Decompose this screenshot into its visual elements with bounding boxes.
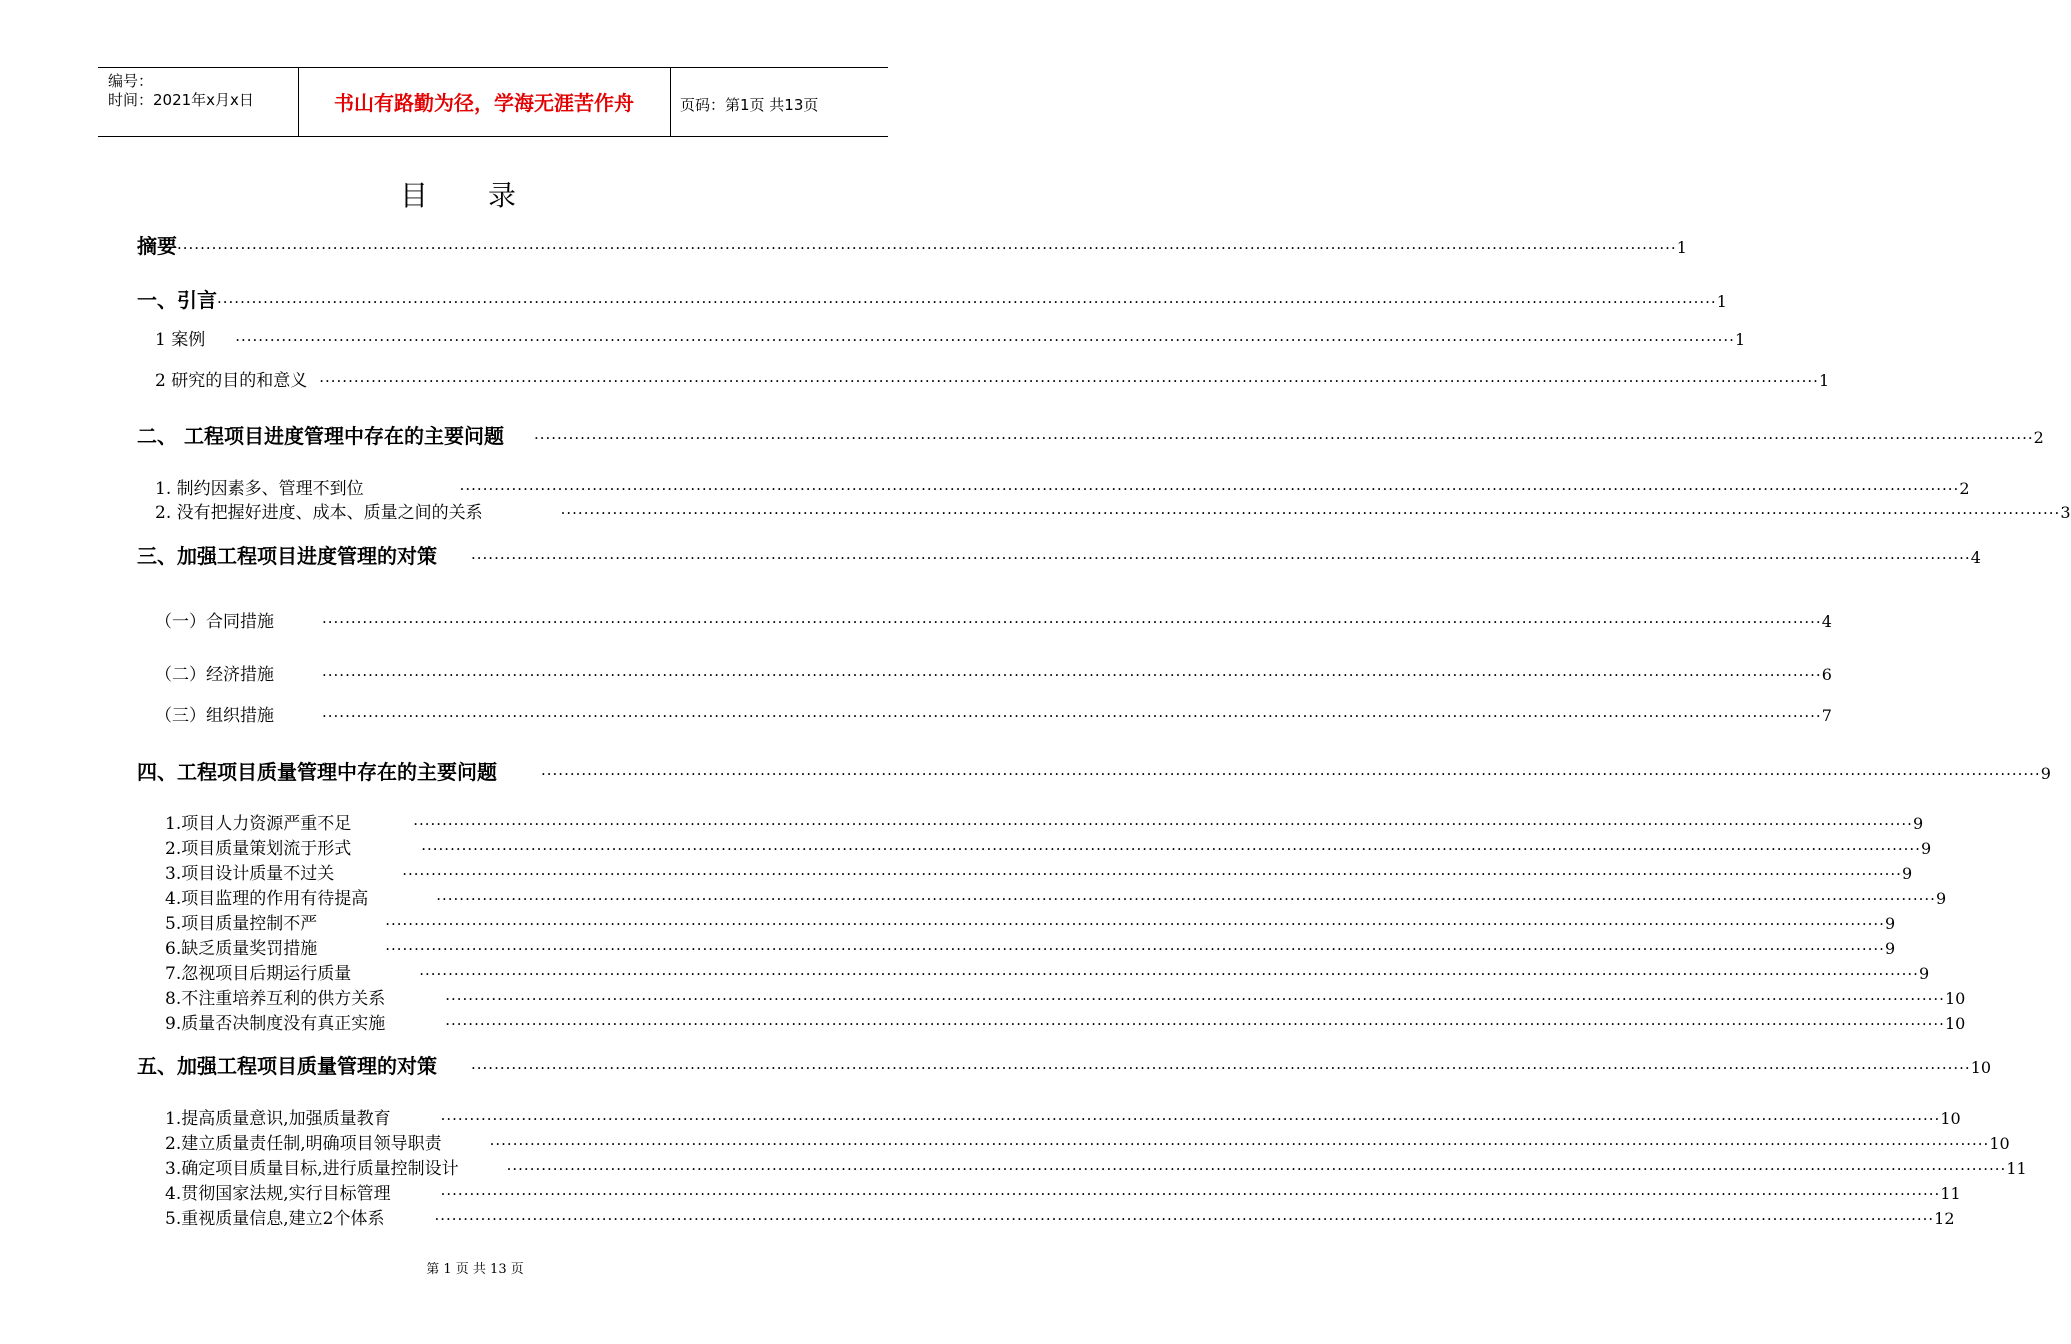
toc-entry[interactable] — [165, 809, 1924, 834]
toc-entry[interactable] — [165, 959, 1930, 984]
toc-entry-leader-dots: ···································································································································································································································································· — [217, 293, 1717, 311]
toc-entry-label: （二）经济措施 — [155, 665, 274, 685]
toc-entry-leader-dots: ···································································································································································································································································· — [445, 1015, 1945, 1033]
toc-entry-leader-dots: ···································································································································································································································································· — [436, 890, 1936, 908]
toc-entry-page-number: 4 — [1970, 548, 1981, 567]
toc-entry-leader-dots: ···································································································································································································································································· — [322, 613, 1822, 631]
header-motto-cell — [298, 68, 671, 136]
toc-entry-page-number: 6 — [1821, 665, 1832, 684]
toc-entry-leader-dots: ···································································································································································································································································· — [533, 429, 2034, 447]
toc-entry[interactable] — [137, 1050, 1992, 1079]
toc-entry-page-number: 10 — [1944, 1014, 1966, 1033]
toc-entry-page-number: 10 — [1940, 1109, 1961, 1128]
toc-entry[interactable] — [155, 660, 1832, 685]
document-number-label: 编号： — [108, 72, 154, 90]
toc-entry-label: 9.质量否决制度没有真正实施 — [165, 1014, 386, 1034]
toc-entry[interactable] — [137, 284, 1727, 313]
toc-entry-leader-dots: ···································································································································································································································································· — [459, 480, 1960, 498]
toc-entry-label: 4.贯彻国家法规,实行目标管理 — [165, 1184, 391, 1204]
page-footer: 第 1 页 共 13 页 — [426, 1262, 524, 1277]
toc-entry-leader-dots: ···································································································································································································································································· — [322, 666, 1822, 684]
toc-entry-label: 2. 没有把握好进度、成本、质量之间的关系 — [155, 503, 483, 523]
toc-entry-leader-dots: ···································································································································································································································································· — [506, 1160, 2007, 1178]
document-time-label: 时间：2021年x月x日 — [108, 91, 254, 109]
toc-entry-leader-dots: ···································································································································································································································································· — [385, 940, 1885, 958]
toc-entry-label: 3.确定项目质量目标,进行质量控制设计 — [165, 1159, 459, 1179]
toc-entry[interactable] — [155, 607, 1832, 632]
toc-entry-label: 三、加强工程项目进度管理的对策 — [137, 544, 437, 568]
toc-entry-label: 1.项目人力资源严重不足 — [165, 814, 352, 834]
toc-entry-leader-dots: ···································································································································································································································································· — [440, 1110, 1941, 1128]
toc-entry-leader-dots: ···································································································································································································································································· — [235, 331, 1735, 349]
toc-entry-label: 1.提高质量意识,加强质量教育 — [165, 1109, 391, 1129]
toc-entry-page-number: 9 — [1912, 814, 1924, 833]
toc-entry-page-number: 1 — [1716, 292, 1727, 311]
toc-entry[interactable] — [165, 884, 1947, 909]
toc-entry-label: 1. 制约因素多、管理不到位 — [155, 479, 364, 499]
header-meta-cell — [98, 68, 299, 136]
toc-entry-leader-dots: ···································································································································································································································································· — [541, 765, 2041, 783]
toc-entry-leader-dots: ···································································································································································································································································· — [402, 865, 1902, 883]
header-page-cell — [670, 68, 888, 136]
toc-entry[interactable] — [137, 230, 1687, 259]
toc-entry[interactable] — [165, 1204, 1955, 1229]
toc-entry-leader-dots: ···································································································································································································································································· — [177, 239, 1677, 257]
toc-entry-page-number: 1 — [1676, 238, 1687, 257]
toc-entry[interactable] — [165, 834, 1932, 859]
toc-entry[interactable] — [155, 498, 2071, 523]
toc-entry-page-number: 1 — [1818, 371, 1830, 390]
toc-entry-label: 4.项目监理的作用有待提高 — [165, 889, 369, 909]
document-header — [98, 67, 888, 137]
toc-entry-page-number: 9 — [1901, 864, 1913, 883]
header-motto: 书山有路勤为径，学海无涯苦作舟 — [334, 91, 634, 115]
toc-title: 目录 — [399, 179, 576, 212]
toc-entry-page-number: 10 — [1989, 1134, 2010, 1153]
toc-entry-page-number: 10 — [1970, 1058, 1992, 1077]
toc-entry-page-number: 7 — [1821, 706, 1832, 725]
toc-entry-leader-dots: ···································································································································································································································································· — [419, 965, 1919, 983]
toc-entry-label: 摘要 — [137, 234, 177, 258]
toc-entry[interactable] — [155, 474, 1970, 499]
toc-entry-page-number: 11 — [2006, 1159, 2027, 1178]
toc-entry-page-number: 9 — [1918, 964, 1930, 983]
toc-entry-leader-dots: ···································································································································································································································································· — [489, 1135, 1990, 1153]
toc-entry-leader-dots: ···································································································································································································································································· — [421, 840, 1921, 858]
toc-entry-page-number: 12 — [1934, 1209, 1955, 1228]
toc-entry[interactable] — [137, 756, 2051, 785]
toc-entry-leader-dots: ···································································································································································································································································· — [471, 549, 1971, 567]
toc-entry-page-number: 3 — [2060, 503, 2071, 522]
toc-entry-page-number: 10 — [1944, 989, 1966, 1008]
toc-entry-page-number: 11 — [1940, 1184, 1961, 1203]
toc-entry-page-number: 2 — [1959, 479, 1970, 498]
toc-entry-page-number: 2 — [2033, 428, 2044, 447]
toc-entry-page-number: 1 — [1734, 330, 1746, 349]
toc-entry-label: 6.缺乏质量奖罚措施 — [165, 939, 318, 959]
toc-entry-page-number: 9 — [1884, 914, 1896, 933]
toc-entry-page-number: 4 — [1821, 612, 1832, 631]
toc-entry[interactable] — [165, 1129, 2010, 1154]
toc-entry-leader-dots: ···································································································································································································································································· — [560, 504, 2061, 522]
toc-entry-page-number: 9 — [1935, 889, 1947, 908]
toc-entry[interactable] — [165, 934, 1896, 959]
toc-entry[interactable] — [137, 540, 1981, 569]
toc-entry-leader-dots: ···································································································································································································································································· — [413, 815, 1913, 833]
toc-entry-label: 五、加强工程项目质量管理的对策 — [137, 1054, 437, 1078]
toc-entry[interactable] — [165, 859, 1913, 884]
toc-entry[interactable] — [165, 1009, 1966, 1034]
toc-entry-leader-dots: ···································································································································································································································································· — [319, 372, 1819, 390]
toc-entry-label: 1 案例 — [155, 330, 206, 350]
toc-entry-leader-dots: ···································································································································································································································································· — [471, 1059, 1971, 1077]
toc-entry-label: 5.项目质量控制不严 — [165, 914, 318, 934]
toc-entry-label: 四、工程项目质量管理中存在的主要问题 — [137, 760, 497, 784]
toc-entry[interactable] — [155, 325, 1746, 350]
toc-entry-label: 二、 工程项目进度管理中存在的主要问题 — [137, 424, 504, 448]
toc-entry[interactable] — [165, 909, 1896, 934]
toc-entry-label: 3.项目设计质量不过关 — [165, 864, 335, 884]
toc-entry[interactable] — [165, 1179, 1961, 1204]
toc-entry-label: （一）合同措施 — [155, 612, 274, 632]
toc-entry-leader-dots: ···································································································································································································································································· — [434, 1210, 1935, 1228]
toc-entry-page-number: 9 — [1920, 839, 1932, 858]
toc-entry-label: 2 研究的目的和意义 — [155, 371, 308, 391]
toc-entry-leader-dots: ···································································································································································································································································· — [445, 990, 1945, 1008]
toc-entry-leader-dots: ···································································································································································································································································· — [385, 915, 1885, 933]
toc-entry-leader-dots: ···································································································································································································································································· — [322, 707, 1822, 725]
toc-entry[interactable] — [165, 1154, 2027, 1179]
toc-entry-leader-dots: ···································································································································································································································································· — [440, 1185, 1941, 1203]
toc-entry-label: 2.项目质量策划流于形式 — [165, 839, 352, 859]
toc-entry-label: 2.建立质量责任制,明确项目领导职责 — [165, 1134, 442, 1154]
toc-entry[interactable] — [137, 420, 2044, 449]
toc-entry-label: 8.不注重培养互利的供方关系 — [165, 989, 386, 1009]
toc-entry-label: 一、引言 — [137, 288, 217, 312]
toc-entry[interactable] — [155, 701, 1832, 726]
toc-entry-label: 7.忽视项目后期运行质量 — [165, 964, 352, 984]
toc-entry[interactable] — [165, 1104, 1961, 1129]
toc-entry[interactable] — [155, 366, 1830, 391]
toc-entry-label: 5.重视质量信息,建立2个体系 — [165, 1209, 385, 1229]
toc-entry-page-number: 9 — [1884, 939, 1896, 958]
toc-entry-label: （三）组织措施 — [155, 706, 274, 726]
header-page-info: 页码：第1页 共13页 — [680, 96, 819, 114]
toc-entry-page-number: 9 — [2040, 764, 2051, 783]
toc-entry[interactable] — [165, 984, 1966, 1009]
